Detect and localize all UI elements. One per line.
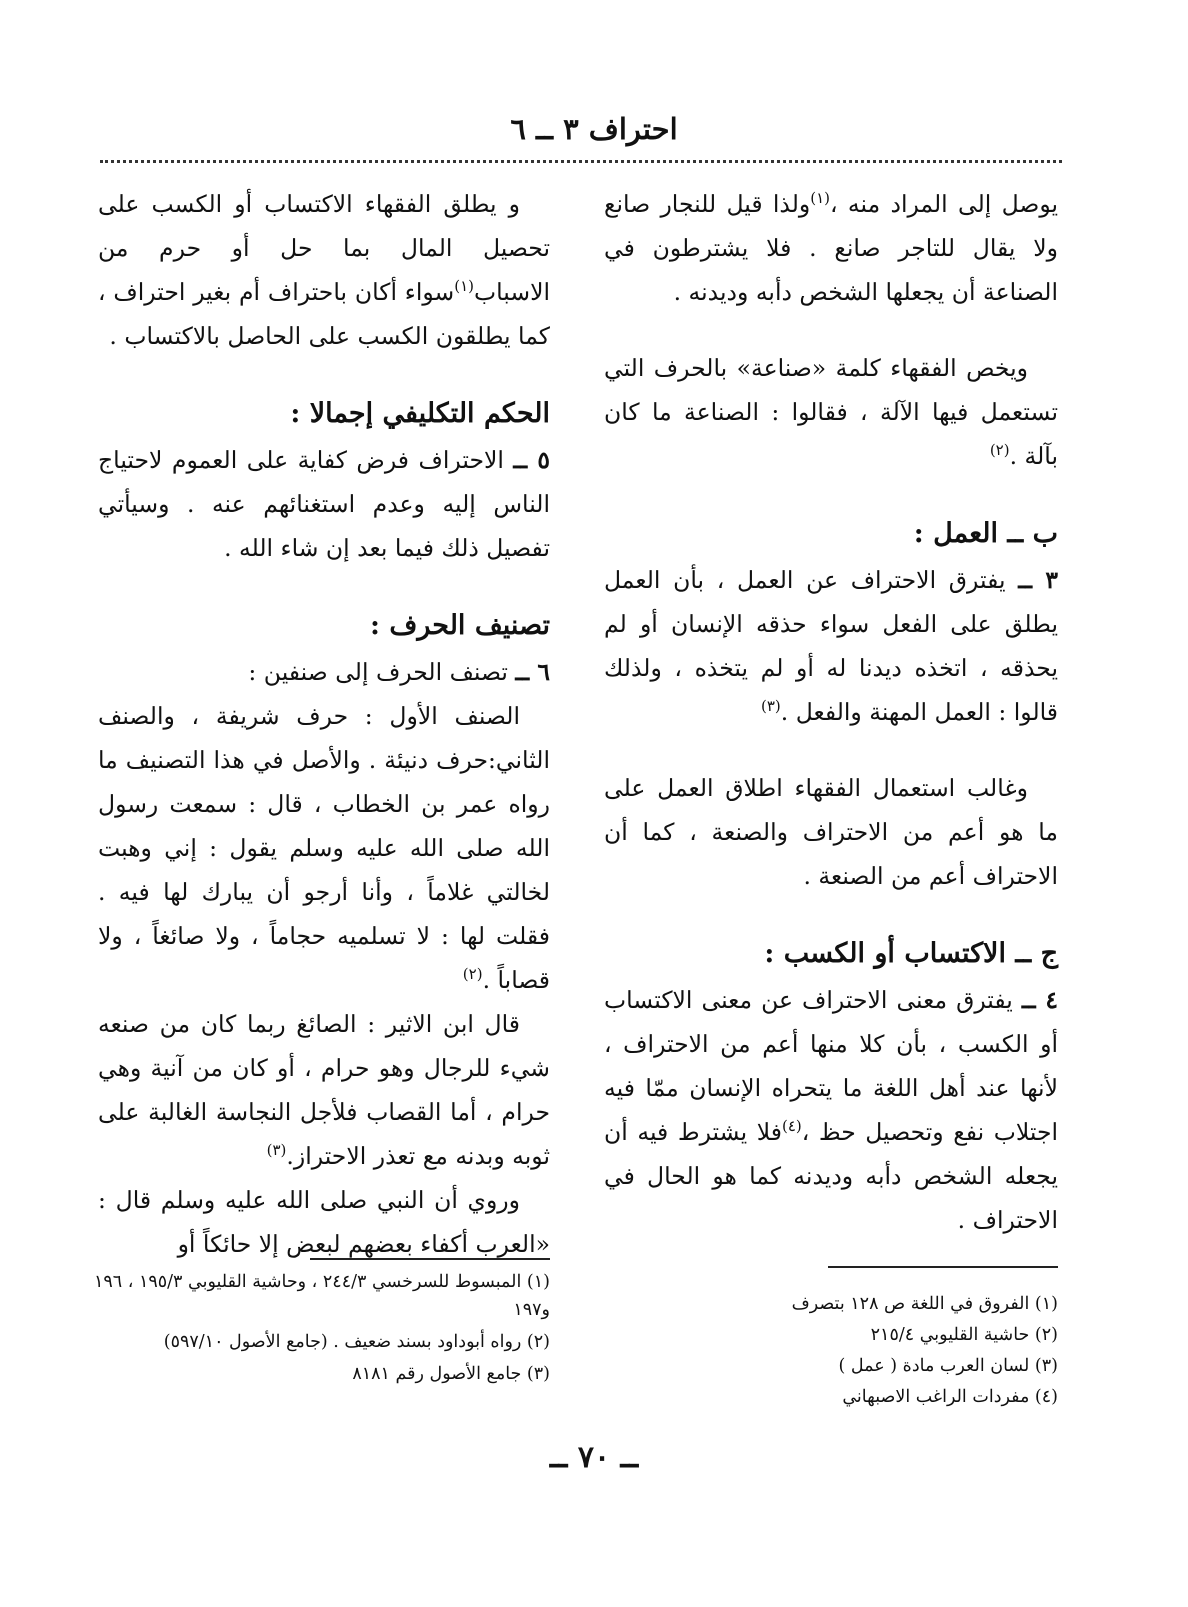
header-dotted-rule	[100, 160, 1062, 163]
paragraph: ٥ ــ الاحتراف فرض كفاية على العموم لاحتياج الناس إليه وعدم استغنائهم عنه . وسيأتي تفصيل ذلك فيما بعد إن شاء الله .	[98, 446, 550, 562]
right-footnotes	[758, 1290, 1058, 1414]
footnote: (٤) مفردات الراغب الاصبهاني	[842, 1387, 1058, 1407]
section-heading: تصنيف الحرف :	[370, 610, 550, 641]
footnote-ref: (٣)	[266, 1141, 287, 1160]
paragraph: وغالب استعمال الفقهاء اطلاق العمل على ما هو أعم من الاحتراف والصنعة ، كما أن الاحتراف أعم من الصنعة .	[604, 774, 1058, 890]
left-column	[98, 182, 550, 1266]
footnote-ref: (٤)	[781, 1117, 802, 1136]
footnote-ref: (١)	[454, 277, 474, 296]
paragraph: وروي أن النبي صلى الله عليه وسلم قال : «العرب أكفاء بعضهم لبعض إلا حائكاً أو	[98, 1186, 550, 1258]
section-heading: ج ــ الاكتساب أو الكسب :	[764, 938, 1058, 969]
section-number: ٣ ــ	[1018, 566, 1058, 594]
section-heading: ب ــ العمل :	[913, 518, 1058, 549]
footnote-rule	[828, 1266, 1058, 1268]
footnote: (٢) رواه أبوداود بسند ضعيف . (جامع الأصول ٥٩٧/١٠)	[163, 1332, 550, 1352]
left-footnotes	[80, 1268, 550, 1392]
paragraph: ويخص الفقهاء كلمة «صناعة» بالحرف التي تستعمل فيها الآلة ، فقالوا : الصناعة ما كان بآلة .$^{(٢)}$	[604, 354, 1058, 470]
right-column	[604, 182, 1058, 1274]
footnote: (٢) حاشية القليوبي ٢١٥/٤	[870, 1325, 1058, 1345]
footnote: (٣) جامع الأصول رقم ٨١٨١	[352, 1364, 550, 1384]
paragraph: ٤ ــ يفترق معنى الاحتراف عن معنى الاكتساب أو الكسب ، بأن كلا منها أعم من الاحتراف ، لأنها عند أهل اللغة ما يتحراه الإنسان ممّا فيه اجتلاب نفع وتحصيل حظ ،$^{(٤)}$فلا يشترط فيه أن يجعله الشخص دأبه وديدنه كما هو الحال في الاحتراف .	[604, 986, 1058, 1234]
section-heading: الحكم التكليفي إجمالا :	[290, 398, 550, 429]
footnote: (١) المبسوط للسرخسي ٢٤٤/٣ ، وحاشية القليوبي ١٩٥/٣ ، ١٩٦ و١٩٧	[93, 1272, 550, 1320]
page-number: ــ ٧٠ ــ	[549, 1440, 639, 1475]
paragraph: يوصل إلى المراد منه ،$^{(١)}$ولذا قيل للنجار صانع ولا يقال للتاجر صانع . فلا يشترطون في الصناعة أن يجعلها الشخص دأبه وديدنه .	[604, 189, 1059, 306]
footnote: (١) الفروق في اللغة ص ١٢٨ بتصرف	[791, 1294, 1058, 1314]
paragraph: ٦ ــ تصنف الحرف إلى صنفين :	[248, 658, 550, 686]
paragraph: و يطلق الفقهاء الاكتساب أو الكسب على تحصيل المال بما حل أو حرم من الاسباب$^{(١)}$سواء أكان باحتراف أم بغير احتراف ، كما يطلقون الكسب على الحاصل بالاكتساب .	[98, 190, 550, 350]
paragraph: الصنف الأول : حرف شريفة ، والصنف الثاني:حرف دنيئة . والأصل في هذا التصنيف ما رواه عمر بن الخطاب ، قال : سمعت رسول الله صلى الله عليه وسلم يقول : إني وهبت لخالتي غلاماً ، وأنا أرجو أن يبارك لها فيه . فقلت لها : لا تسلميه حجاماً ، ولا صائغاً ، ولا قصاباً .$^{(٢)}$	[98, 702, 550, 994]
footnote-ref: (١)	[810, 189, 831, 208]
section-number: ٤ ــ	[1021, 986, 1058, 1014]
footnote-ref: (٣)	[760, 697, 781, 716]
footnote-ref: (٢)	[462, 965, 483, 984]
footnote-rule	[310, 1258, 550, 1260]
paragraph: ٣ ــ يفترق الاحتراف عن العمل ، بأن العمل يطلق على الفعل سواء حذقه الإنسان أو لم يحذقه ، اتخذه ديدنا له أو لم يتخذه ، ولذلك قالوا : العمل المهنة والفعل .$^{(٣)}$	[604, 566, 1058, 726]
page-header-title: احتراف ٣ ــ ٦	[510, 112, 678, 146]
section-number: ٦ ــ	[515, 658, 550, 686]
footnote: (٣) لسان العرب مادة ( عمل )	[838, 1356, 1058, 1376]
section-number: ٥ ــ	[513, 446, 550, 474]
footnote-ref: (٢)	[989, 441, 1010, 460]
paragraph: قال ابن الاثير : الصائغ ربما كان من صنعه شيء للرجال وهو حرام ، أو كان من آنية وهي حرام ، أما القصاب فلأجل النجاسة الغالبة على ثوبه وبدنه مع تعذر الاحتراز.$^{(٣)}$	[98, 1010, 550, 1170]
